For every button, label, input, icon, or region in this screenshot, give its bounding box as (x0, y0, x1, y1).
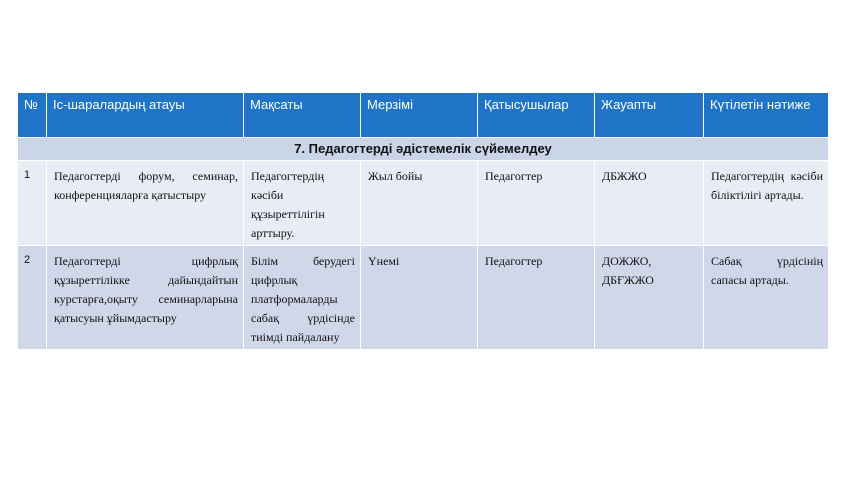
header-row (18, 93, 829, 138)
header-number: № (18, 93, 47, 138)
event-name-cell: Педагогтерді цифрлық құзыреттілікке дайындайтын курстарға,оқыту семинарларына қатысуын ұйымдастыру (47, 246, 244, 350)
header-goal: Мақсаты (244, 93, 361, 138)
header-responsible: Жауапты (595, 93, 704, 138)
participants-cell: Педагогтер (478, 161, 595, 246)
header-term: Мерзімі (361, 93, 478, 138)
event-name-cell: Педагогтерді форум, семинар, конференцияларға қатыстыру (47, 161, 244, 246)
section-row (18, 138, 829, 161)
row-number: 1 (18, 161, 47, 246)
goal-cell: Білім берудегі цифрлық платформаларды сабақ үрдісінде тиімді пайдалану (244, 246, 361, 350)
table-row (18, 161, 829, 246)
row-number: 2 (18, 246, 47, 350)
goal-cell: Педагогтердің кәсіби құзыреттілігін арттыру. (244, 161, 361, 246)
expected-result-cell: Сабақ үрдісінің сапасы артады. (704, 246, 829, 350)
header-event-name: Іс-шаралардың атауы (47, 93, 244, 138)
responsible-cell: ДБЖЖО (595, 161, 704, 246)
plan-table (17, 92, 829, 350)
header-expected-result: Күтілетін нәтиже (704, 93, 829, 138)
header-participants: Қатысушылар (478, 93, 595, 138)
term-cell: Үнемі (361, 246, 478, 350)
section-title: 7. Педагогтерді әдістемелік сүйемелдеу (18, 138, 829, 161)
participants-cell: Педагогтер (478, 246, 595, 350)
expected-result-cell: Педагогтердің кәсіби біліктілігі артады. (704, 161, 829, 246)
term-cell: Жыл бойы (361, 161, 478, 246)
responsible-cell: ДОЖЖО, ДБҒЖЖО (595, 246, 704, 350)
table-row (18, 246, 829, 350)
